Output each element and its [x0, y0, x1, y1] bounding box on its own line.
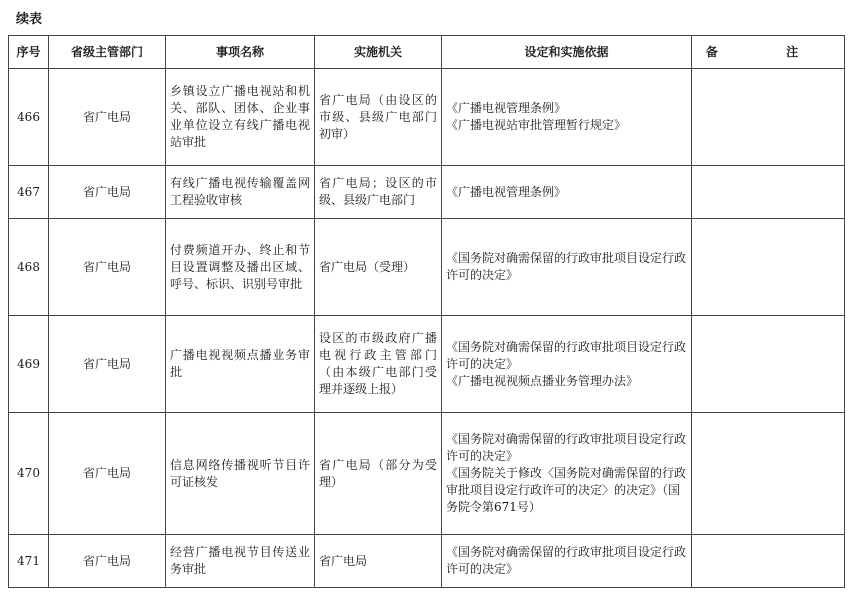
basis-line: 《广播电视站审批管理暂行规定》	[446, 118, 627, 132]
basis-line: 《广播电视视频点播业务管理办法》	[446, 373, 639, 388]
basis-line: 《广播电视管理条例》	[446, 101, 567, 115]
row-index: 466	[9, 69, 49, 166]
row-note	[692, 413, 845, 535]
row-basis	[442, 69, 692, 166]
header-index: 序号	[9, 36, 49, 69]
approval-items-table	[8, 35, 845, 588]
header-note: 备 注	[692, 36, 845, 69]
row-note	[692, 316, 845, 413]
row-basis	[442, 166, 692, 219]
row-note	[692, 69, 845, 166]
row-index: 469	[9, 316, 49, 413]
table-row	[9, 316, 845, 413]
row-basis	[442, 316, 692, 413]
row-note	[692, 219, 845, 316]
row-basis	[442, 219, 692, 316]
row-note	[692, 166, 845, 219]
row-agency: 设区的市级政府广播电视行政主管部门（由本级广电部门受理并逐级上报）	[315, 316, 442, 413]
basis-line: 《广播电视管理条例》	[446, 184, 567, 199]
row-agency: 省广电局（部分为受理）	[315, 413, 442, 535]
row-dept: 省广电局	[49, 413, 166, 535]
table-caption: 续表	[16, 12, 43, 27]
row-note	[692, 535, 845, 588]
row-index: 467	[9, 166, 49, 219]
row-agency: 省广电局（由设区的市级、县级广电部门初审）	[315, 69, 442, 166]
table-row	[9, 166, 845, 219]
row-basis	[442, 535, 692, 588]
table-row	[9, 69, 845, 166]
row-index: 470	[9, 413, 49, 535]
row-dept: 省广电局	[49, 69, 166, 166]
row-agency: 省广电局（受理）	[315, 219, 442, 316]
basis-line: 《国务院对确需保留的行政审批项目设定行政许可的决定》	[446, 339, 687, 371]
header-basis: 设定和实施依据	[442, 36, 692, 69]
row-agency: 省广电局	[315, 535, 442, 588]
row-item: 经营广播电视节目传送业务审批	[166, 535, 315, 588]
row-item: 乡镇设立广播电视站和机关、部队、团体、企业事业单位设立有线广播电视站审批	[166, 69, 315, 166]
table-row	[9, 219, 845, 316]
header-row	[9, 36, 845, 69]
row-item: 付费频道开办、终止和节目设置调整及播出区域、呼号、标识、识别号审批	[166, 219, 315, 316]
basis-line: 《国务院对确需保留的行政审批项目设定行政许可的决定》	[446, 545, 687, 576]
basis-line: 《国务院对确需保留的行政审批项目设定行政许可的决定》	[446, 251, 687, 282]
row-item: 有线广播电视传输覆盖网工程验收审核	[166, 166, 315, 219]
row-index: 468	[9, 219, 49, 316]
row-index: 471	[9, 535, 49, 588]
table-row	[9, 413, 845, 535]
row-dept: 省广电局	[49, 535, 166, 588]
row-item: 信息网络传播视听节目许可证核发	[166, 413, 315, 535]
basis-line: 《国务院对确需保留的行政审批项目设定行政许可的决定》	[446, 432, 687, 463]
row-dept: 省广电局	[49, 316, 166, 413]
header-item: 事项名称	[166, 36, 315, 69]
table-row	[9, 535, 845, 588]
header-agency: 实施机关	[315, 36, 442, 69]
row-item: 广播电视视频点播业务审批	[166, 316, 315, 413]
basis-line: 《国务院关于修改〈国务院对确需保留的行政审批项目设定行政许可的决定〉的决定》（国务院令第671号）	[446, 466, 687, 514]
row-dept: 省广电局	[49, 166, 166, 219]
header-dept: 省级主管部门	[49, 36, 166, 69]
row-agency: 省广电局；设区的市级、县级广电部门	[315, 166, 442, 219]
row-basis	[442, 413, 692, 535]
row-dept: 省广电局	[49, 219, 166, 316]
